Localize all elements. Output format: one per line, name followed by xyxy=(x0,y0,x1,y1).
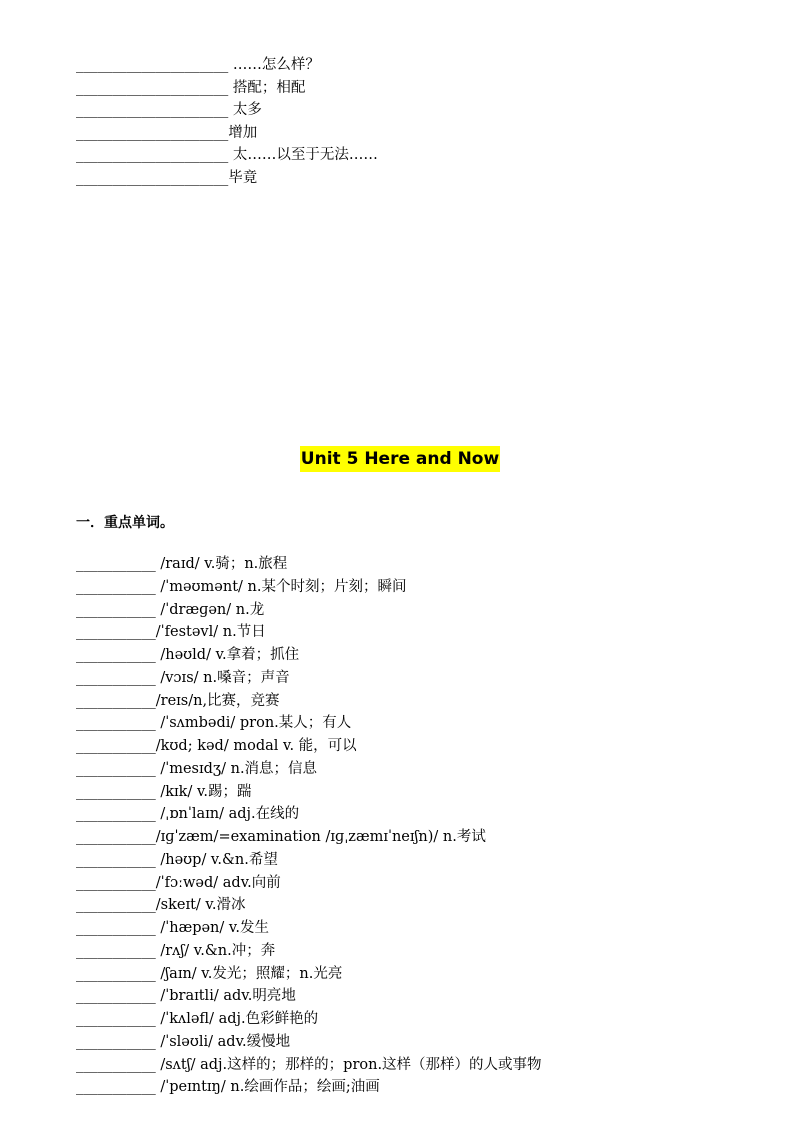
answer-blank[interactable]: _____________________ xyxy=(76,102,229,119)
answer-blank[interactable]: _____________________ xyxy=(76,57,229,73)
answer-blank[interactable]: _____________________ xyxy=(76,124,229,141)
answer-blank[interactable]: ___________ xyxy=(76,624,156,641)
answer-blank[interactable]: _____________________ xyxy=(76,169,229,186)
answer-blank[interactable]: ___________ xyxy=(76,897,156,914)
phrase-item xyxy=(76,167,676,190)
vocab-item xyxy=(76,1076,726,1099)
vocab-item xyxy=(76,644,726,667)
answer-blank[interactable]: ___________ xyxy=(76,692,156,709)
answer-blank[interactable]: ___________ xyxy=(76,669,156,686)
vocab-item xyxy=(76,690,726,713)
vocab-entry: /ˈsʌmbədi/ pron.某人；有人 xyxy=(155,715,352,732)
answer-blank[interactable]: ___________ xyxy=(76,738,156,754)
vocab-entry: /raɪd/ v.骑；n.旅程 xyxy=(155,556,288,572)
vocab-entry: /həʊp/ v.&n.希望 xyxy=(155,851,278,868)
vocab-item xyxy=(76,963,726,986)
answer-blank[interactable]: _____________________ xyxy=(76,79,229,96)
vocab-item xyxy=(76,826,726,849)
vocab-entry: /həʊld/ v.拿着；抓住 xyxy=(155,647,300,663)
vocab-item xyxy=(76,1054,726,1077)
answer-blank[interactable]: ___________ xyxy=(76,783,156,800)
vocab-list xyxy=(76,553,726,1099)
section-heading: 一．重点单词。 xyxy=(76,515,174,531)
vocab-entry: /sʌtʃ/ adj.这样的；那样的；pron.这样（那样）的人或事物 xyxy=(155,1056,542,1073)
vocab-item xyxy=(76,599,726,622)
vocab-entry: /skeɪt/ v.滑冰 xyxy=(155,897,246,914)
vocab-entry: /ˈpeɪntɪŋ/ n.绘画作品；绘画;油画 xyxy=(155,1079,380,1096)
vocab-entry: /ˈfɔːwəd/ adv.向前 xyxy=(155,874,281,891)
vocab-item xyxy=(76,667,726,690)
vocab-item xyxy=(76,1031,726,1054)
answer-blank[interactable]: ___________ xyxy=(76,760,156,777)
vocab-item xyxy=(76,621,726,644)
answer-blank[interactable]: ___________ xyxy=(76,988,156,1005)
answer-blank[interactable]: ___________ xyxy=(76,942,156,959)
vocab-item xyxy=(76,781,726,804)
vocab-entry: /kɪk/ v.踢；踹 xyxy=(155,783,252,800)
vocab-entry: /ˈbraɪtli/ adv.明亮地 xyxy=(155,988,296,1005)
vocab-item xyxy=(76,576,726,599)
vocab-item xyxy=(76,553,726,576)
vocab-item xyxy=(76,940,726,963)
unit-title-container xyxy=(0,446,800,472)
vocab-entry: /ɪɡˈzæm/=examination /ɪɡˌzæmɪˈneɪʃn)/ n.考试 xyxy=(155,829,486,845)
vocab-entry: /ˈməʊmənt/ n.某个时刻；片刻；瞬间 xyxy=(155,578,407,595)
phrase-meaning: 搭配；相配 xyxy=(228,79,306,96)
answer-blank[interactable]: ___________ xyxy=(76,874,156,891)
phrase-meaning: 太多 xyxy=(228,102,262,119)
phrase-item xyxy=(76,144,676,167)
phrase-meaning: ……怎么样？ xyxy=(228,57,320,73)
phrase-item xyxy=(76,54,676,77)
vocab-item xyxy=(76,712,726,735)
vocab-item xyxy=(76,758,726,781)
vocab-item xyxy=(76,985,726,1008)
vocab-entry: /kʊd; kəd/ modal v. 能，可以 xyxy=(155,738,357,754)
vocab-entry: /ˈmesɪdʒ/ n.消息；信息 xyxy=(155,760,318,777)
phrase-meaning: 增加 xyxy=(228,124,258,141)
vocab-entry: /ˈfestəvl/ n.节日 xyxy=(155,624,266,641)
vocab-entry: /ˌɒnˈlaɪn/ adj.在线的 xyxy=(155,806,300,823)
answer-blank[interactable]: ___________ xyxy=(76,1056,156,1073)
answer-blank[interactable]: ___________ xyxy=(76,601,156,618)
answer-blank[interactable]: ___________ xyxy=(76,715,156,732)
answer-blank[interactable]: ___________ xyxy=(76,1079,156,1096)
phrase-meaning: 太……以至于无法…… xyxy=(228,147,378,164)
vocab-entry: /reɪs/n,比赛，竞赛 xyxy=(155,692,280,709)
answer-blank[interactable]: ___________ xyxy=(76,806,156,823)
vocab-entry: /vɔɪs/ n.嗓音；声音 xyxy=(155,669,290,686)
vocab-entry: /ˈhæpən/ v.发生 xyxy=(155,920,269,936)
vocab-entry: /ˈkʌləfl/ adj.色彩鲜艳的 xyxy=(155,1011,319,1027)
answer-blank[interactable]: ___________ xyxy=(76,578,156,595)
phrase-item xyxy=(76,77,676,100)
vocab-item xyxy=(76,849,726,872)
phrase-meaning: 毕竟 xyxy=(228,169,258,186)
vocab-entry: /ˈsləʊli/ adv.缓慢地 xyxy=(155,1033,291,1050)
answer-blank[interactable]: ___________ xyxy=(76,1011,156,1027)
answer-blank[interactable]: ___________ xyxy=(76,647,156,663)
vocab-item xyxy=(76,894,726,917)
answer-blank[interactable]: ___________ xyxy=(76,965,156,982)
vocab-entry: /ʃaɪn/ v.发光；照耀；n.光亮 xyxy=(155,965,343,982)
vocab-item xyxy=(76,803,726,826)
phrase-item xyxy=(76,99,676,122)
vocab-item xyxy=(76,735,726,758)
phrase-item xyxy=(76,122,676,145)
vocab-item xyxy=(76,917,726,940)
answer-blank[interactable]: ___________ xyxy=(76,1033,156,1050)
vocab-entry: /rʌʃ/ v.&n.冲；奔 xyxy=(155,942,276,959)
vocab-entry: /ˈdræɡən/ n.龙 xyxy=(155,601,265,618)
vocab-item xyxy=(76,1008,726,1031)
answer-blank[interactable]: ___________ xyxy=(76,851,156,868)
unit-title: Unit 5 Here and Now xyxy=(300,446,500,472)
phrase-list xyxy=(76,54,676,190)
vocab-item xyxy=(76,872,726,895)
answer-blank[interactable]: ___________ xyxy=(76,556,156,572)
answer-blank[interactable]: _____________________ xyxy=(76,147,229,164)
answer-blank[interactable]: ___________ xyxy=(76,920,156,936)
answer-blank[interactable]: ___________ xyxy=(76,829,156,845)
